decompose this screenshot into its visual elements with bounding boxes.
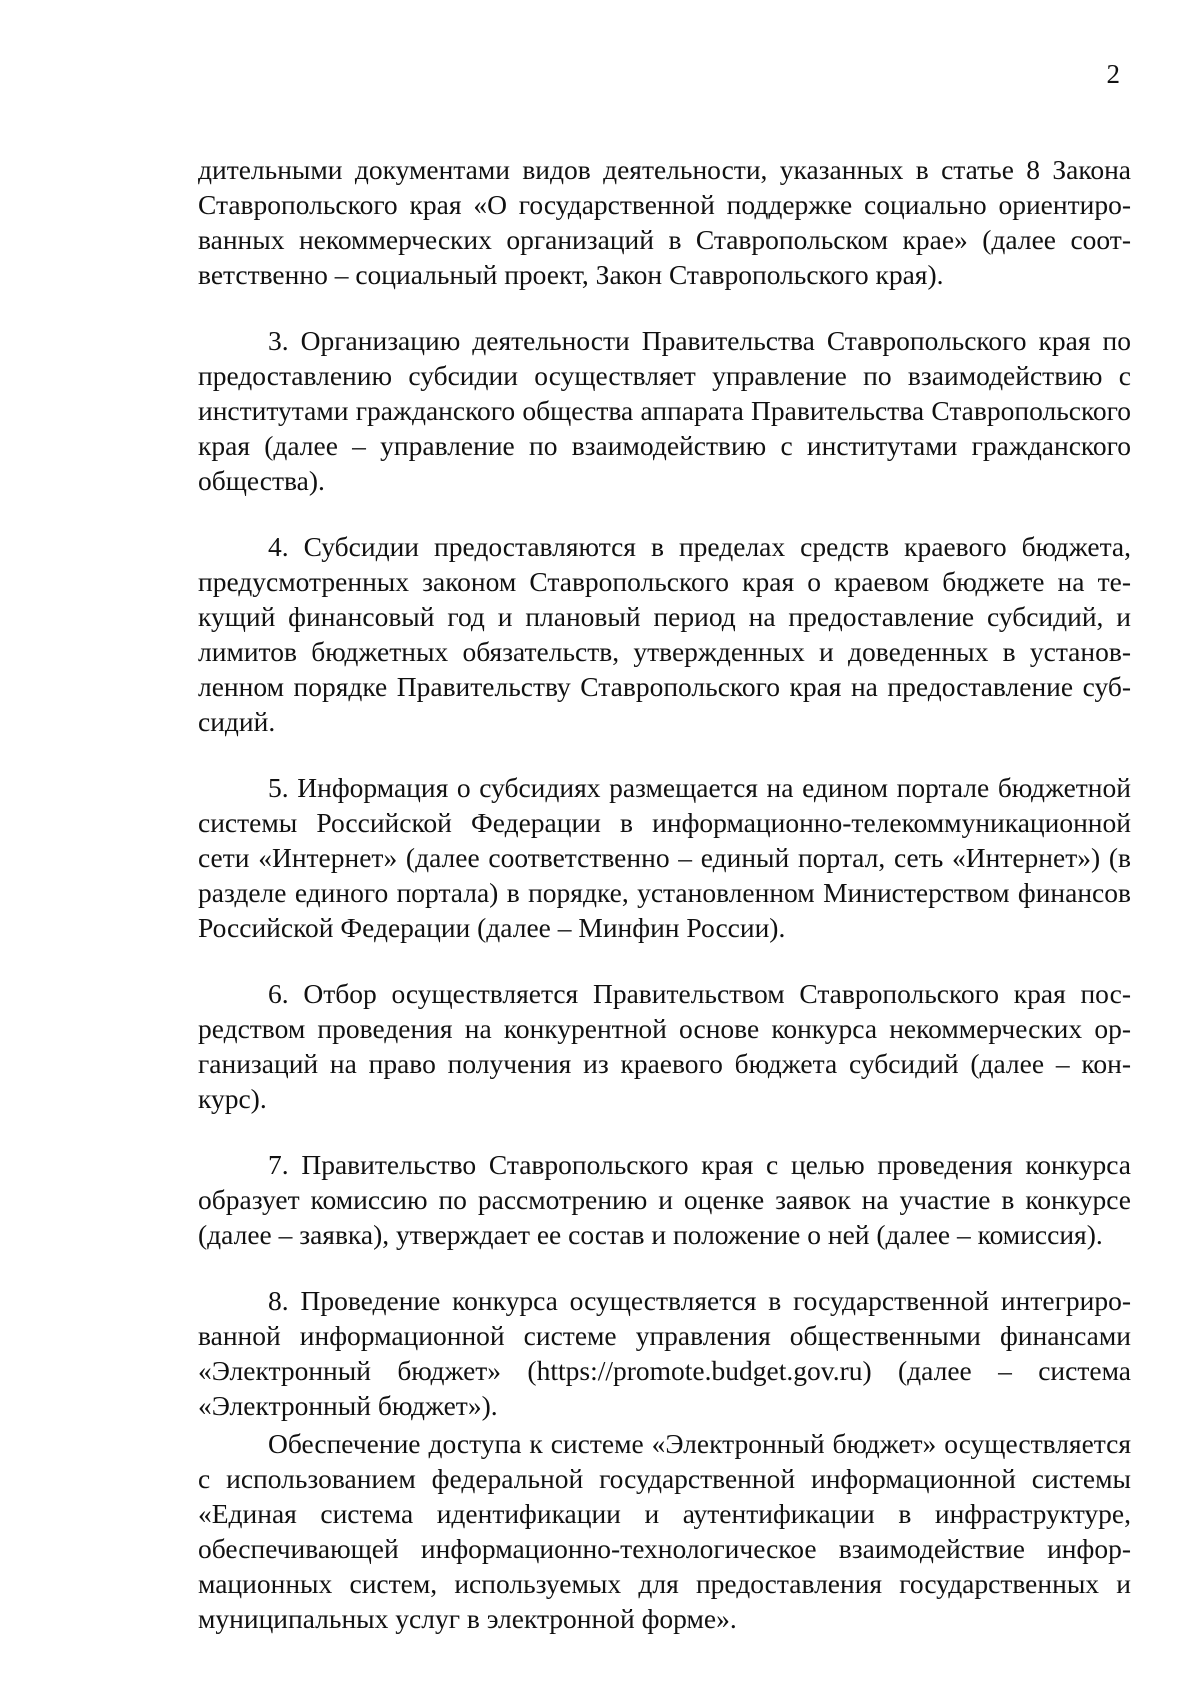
paragraph-continuation: дительными документами видов деятельности, указанных в статье 8 Закона Ставропольского края «О государственной поддержке социально ориентированных некоммерческих организаций в Ставропольском крае» (далее соответственно – социальный проект, Закон Ставропольского края).	[198, 154, 1131, 290]
paragraph-7: 7. Правительство Ставропольского края с целью проведения конкурса образует комиссию по рассмотрению и оценке заявок на участие в конкурсе (далее – заявка), утверждает ее состав и положение о ней (далее – комиссия).	[198, 1149, 1131, 1250]
paragraph-8-access: Обеспечение доступа к системе «Электронный бюджет» осуществляется с использованием федеральной государственной информационной системы «Единая система идентификации и аутентификации в инфраструктуре, обеспечивающей информационно-технологическое взаимодействие информационных систем, используемых для предоставления государственных и муниципальных услуг в электронной форме».	[198, 1428, 1131, 1634]
paragraph-4: 4. Субсидии предоставляются в пределах средств краевого бюджета, предусмотренных законом Ставропольского края о краевом бюджете на текущий финансовый год и плановый период на предоставление субсидий, и лимитов бюджетных обязательств, утвержденных и доведенных в установленном порядке Правительству Ставропольского края на предоставление субсидий.	[198, 531, 1131, 737]
document-body	[198, 152, 1131, 1636]
paragraph-8: 8. Проведение конкурса осуществляется в государственной интегрированной информационной системе управления общественными финансами «Электронный бюджет» (https://promote.budget.gov.ru) (далее – система «Электронный бюджет»).	[198, 1285, 1131, 1421]
paragraph-3: 3. Организацию деятельности Правительства Ставропольского края по предоставлению субсидии осуществляет управление по взаимодействию с институтами гражданского общества аппарата Правительства Ставропольского края (далее – управление по взаимодействию с институтами гражданского общества).	[198, 325, 1131, 496]
paragraph-6: 6. Отбор осуществляется Правительством Ставропольского края посредством проведения на конкурентной основе конкурса некоммерческих организаций на право получения из краевого бюджета субсидий (далее – конкурс).	[198, 978, 1131, 1114]
page-number: 2	[1106, 59, 1120, 89]
paragraph-5: 5. Информация о субсидиях размещается на едином портале бюджетной системы Российской Федерации в информационно-телекоммуникационной сети «Интернет» (далее соответственно – единый портал, сеть «Интернет») (в разделе единого портала) в порядке, установленном Министерством финансов Российской Федерации (далее – Минфин России).	[198, 772, 1131, 943]
